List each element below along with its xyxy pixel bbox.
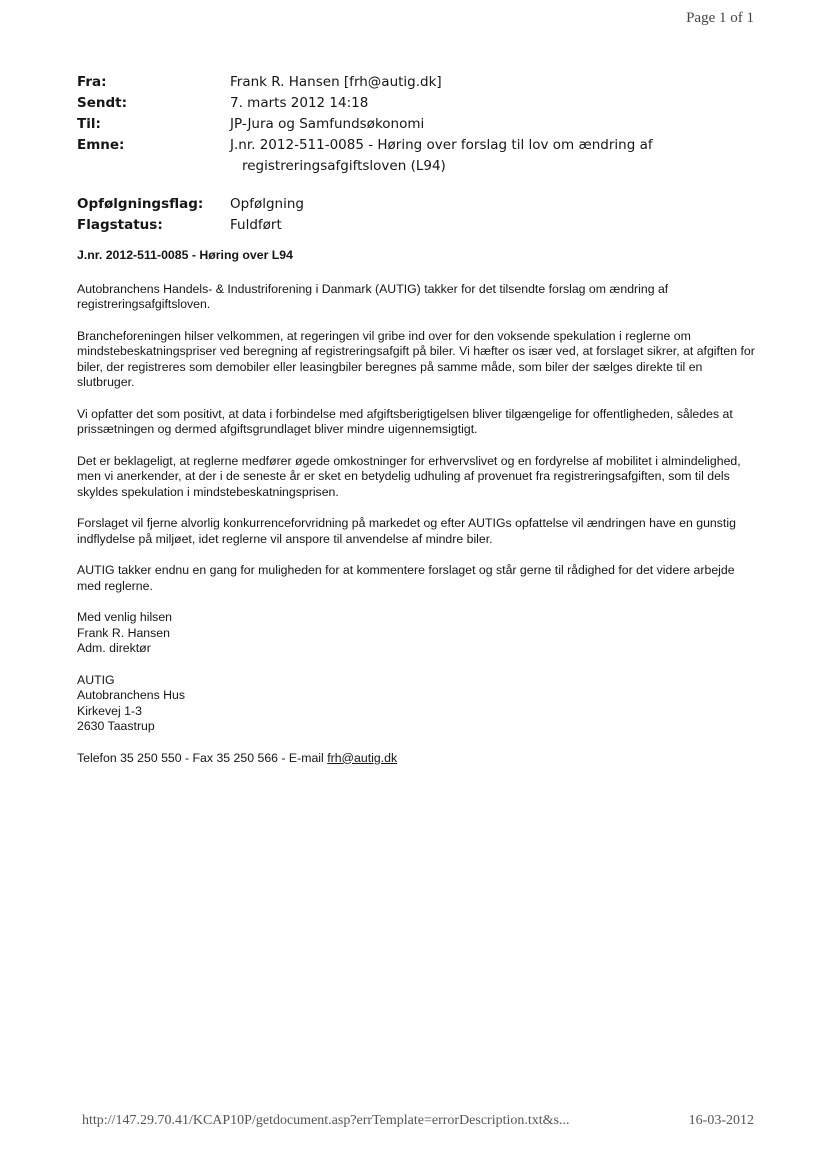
org-name: AUTIG: [77, 672, 115, 687]
closing: Med venlig hilsen: [77, 610, 173, 624]
org-street: Kirkevej 1-3: [77, 703, 142, 718]
page-number: Page 1 of 1: [686, 10, 754, 26]
print-footer: [82, 1113, 754, 1129]
followup-row: [77, 194, 670, 215]
signer-name: Frank R. Hansen: [77, 625, 170, 640]
paragraph-positive: Vi opfatter det som positivt, at data i forbindelse med afgiftsberigtigelsen bliver tilgængelige for offentligheden, således at prissætningen og dermed afgiftsgrundlaget bliver mindre uigennemsigtigt.: [77, 406, 733, 436]
contact-line: [77, 751, 757, 767]
footer-date: 16-03-2012: [688, 1113, 754, 1128]
paragraph-competition: Forslaget vil fjerne alvorlig konkurrenceforvridning på markedet og efter AUTIGs opfattelse vil ændringen have en gunstig indflydelse på miljøet, idet reglerne vil anspore til anvendelse af mindre biler.: [77, 516, 736, 546]
paragraph-costs: Det er beklageligt, at reglerne medfører øgede omkostninger for erhvervslivet og en fordyrelse af mobilitet i almindelighed, men vi anerkender, at der i de seneste år er sket en betydelig udhuling af provenuet fra registreringsafgiften, som til dels skyldes spekulation i mindstebeskatningsprisen.: [77, 453, 741, 499]
email-link[interactable]: frh@autig.dk: [327, 750, 398, 765]
to-value: JP-Jura og Samfundsøkonomi: [230, 116, 425, 132]
paragraph-thanks: AUTIG takker endnu en gang for muligheden for at kommentere forslaget og står gerne til rådighed for det videre arbejde med reglerne.: [77, 563, 735, 593]
from-row: [77, 72, 670, 93]
signer-title: Adm. direktør: [77, 641, 151, 655]
email-header: [77, 72, 670, 236]
to-label: Til:: [77, 116, 101, 132]
sent-value: 7. marts 2012 14:18: [230, 95, 369, 111]
subject-value-line-1: J.nr. 2012-511-0085 - Høring over forslag til lov om ændring af: [230, 137, 653, 153]
body-subject-line: J.nr. 2012-511-0085 - Høring over L94: [77, 248, 293, 262]
from-value: Frank R. Hansen [frh@autig.dk]: [230, 74, 442, 90]
org-city: 2630 Taastrup: [77, 719, 155, 733]
flagstatus-label: Flagstatus:: [77, 217, 163, 233]
contact-prefix: Telefon 35 250 550 - Fax 35 250 566 - E-mail: [77, 750, 328, 765]
from-label: Fra:: [77, 74, 107, 90]
flagstatus-row: [77, 215, 670, 236]
subject-value-line-2: registreringsafgiftsloven (L94): [242, 158, 446, 174]
email-body: [77, 248, 757, 782]
subject-row: [77, 135, 670, 177]
address-block: [77, 673, 757, 735]
paragraph-intro: Autobranchens Handels- & Industriforening i Danmark (AUTIG) takker for det tilsendte forslag om ændring af registreringsafgiftsloven.: [77, 281, 669, 311]
to-row: [77, 114, 670, 135]
subject-value: [230, 135, 670, 177]
sent-label: Sendt:: [77, 95, 128, 111]
org-building: Autobranchens Hus: [77, 688, 186, 702]
signature-block: [77, 610, 757, 657]
subject-label: Emne:: [77, 137, 125, 153]
flagstatus-value: Fuldført: [230, 217, 282, 233]
followup-value: Opfølgning: [230, 196, 304, 212]
followup-label: Opfølgningsflag:: [77, 196, 204, 212]
footer-url: http://147.29.70.41/KCAP10P/getdocument.asp?errTemplate=errorDescription.txt&s...: [82, 1113, 570, 1128]
sent-row: [77, 93, 670, 114]
paragraph-welcome: Brancheforeningen hilser velkommen, at regeringen vil gribe ind over for den voksende spekulation i reglerne om mindstebeskatningspriser ved beregning af registreringsafgift på biler. Vi hæfter os især ved, at forslaget sikrer, at afgiften for biler, der registreres som demobiler eller leasingbiler beregnes på samme måde, som biler der sælges direkte til en slutbruger.: [77, 328, 755, 389]
